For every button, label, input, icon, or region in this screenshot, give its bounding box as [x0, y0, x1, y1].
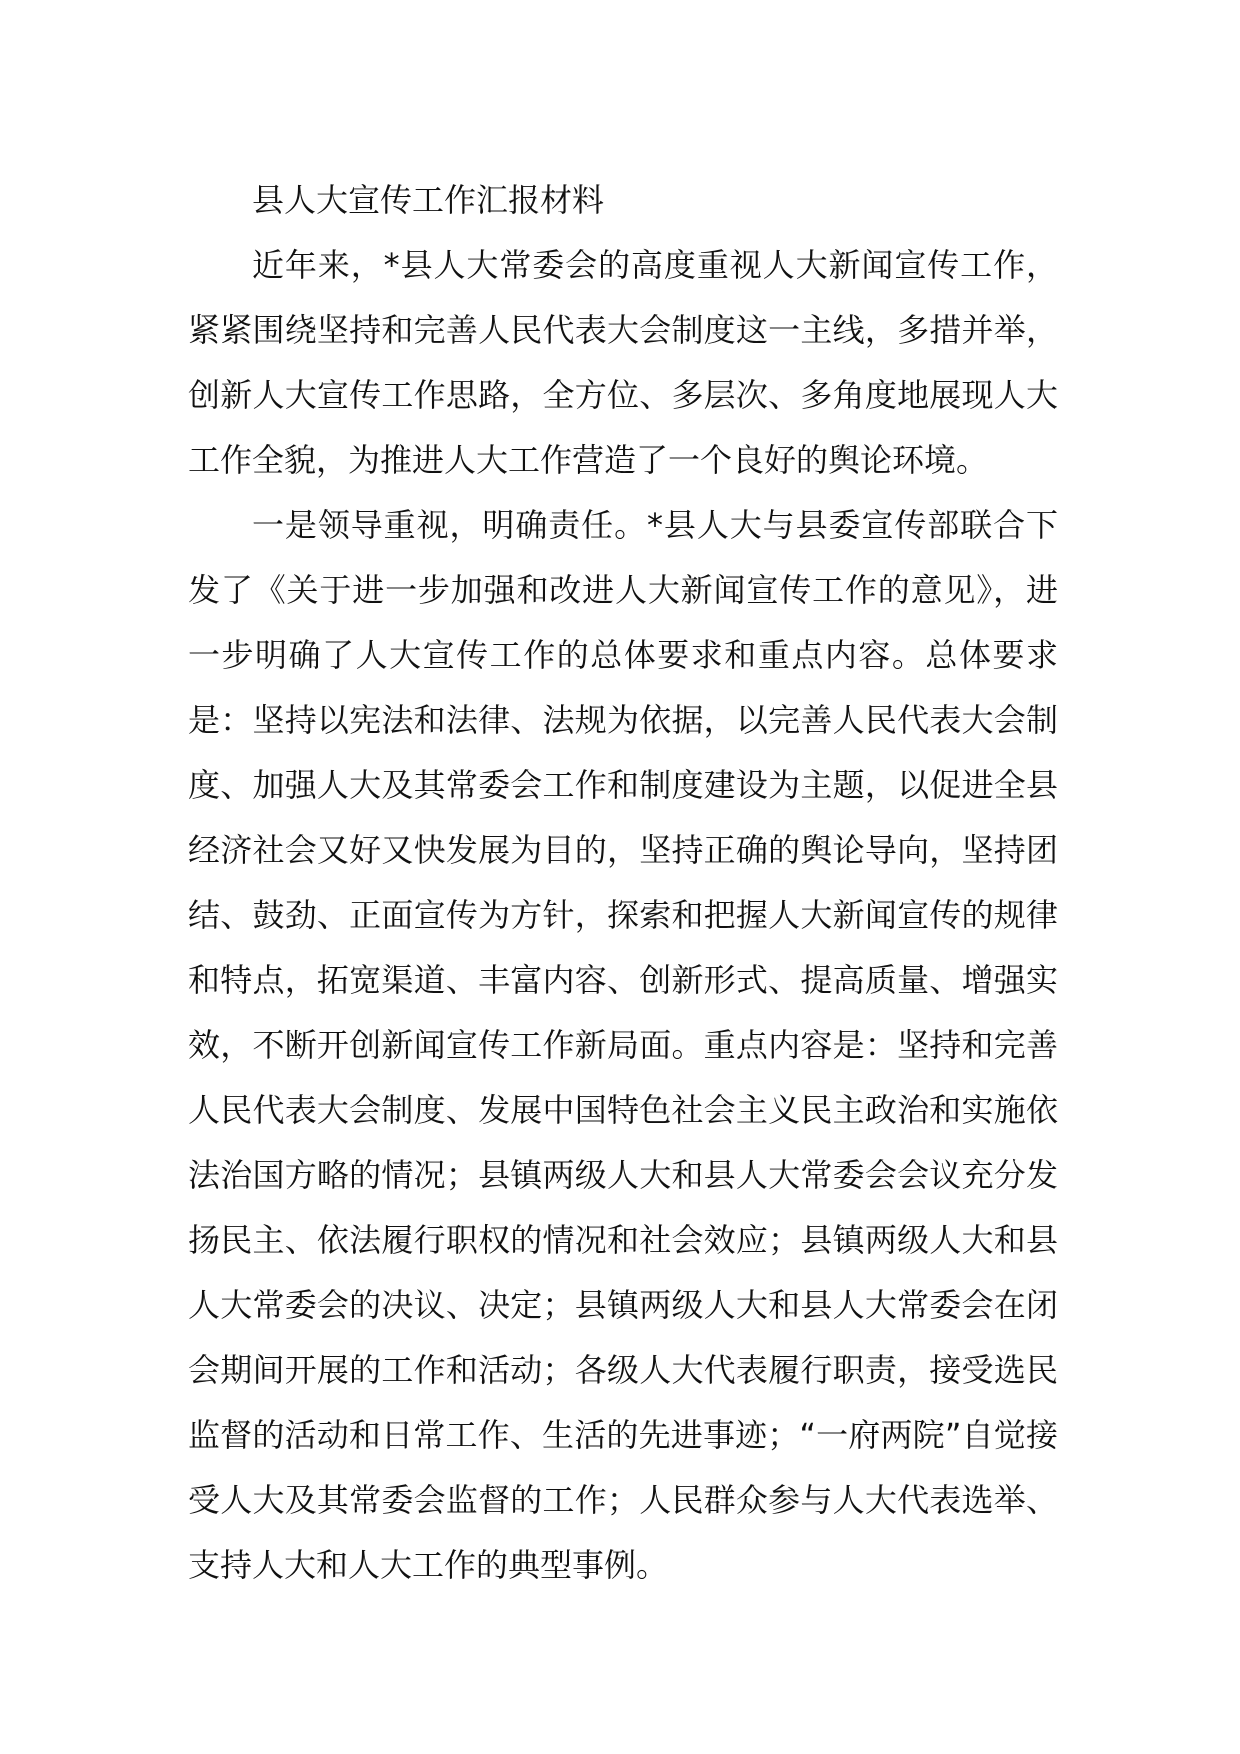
- paragraph-intro: 近年来，*县人大常委会的高度重视人大新闻宣传工作，紧紧围绕坚持和完善人民代表大会制度这一主线，多措并举，创新人大宣传工作思路，全方位、多层次、多角度地展现人大工作全貌，为推进人大工作营造了一个良好的舆论环境。: [188, 246, 1058, 479]
- document-body: [188, 168, 1058, 1598]
- document-title: 县人大宣传工作汇报材料: [252, 181, 605, 219]
- paragraph-leadership: 一是领导重视，明确责任。*县人大与县委宣传部联合下发了《关于进一步加强和改进人大新闻宣传工作的意见》，进一步明确了人大宣传工作的总体要求和重点内容。总体要求是：坚持以宪法和法律、法规为依据，以完善人民代表大会制度、加强人大及其常委会工作和制度建设为主题，以促进全县经济社会又好又快发展为目的，坚持正确的舆论导向，坚持团结、鼓劲、正面宣传为方针，探索和把握人大新闻宣传的规律和特点，拓宽渠道、丰富内容、创新形式、提高质量、增强实效，不断开创新闻宣传工作新局面。重点内容是：坚持和完善人民代表大会制度、发展中国特色社会主义民主政治和实施依法治国方略的情况；县镇两级人大和县人大常委会会议充分发扬民主、依法履行职权的情况和社会效应；县镇两级人大和县人大常委会的决议、决定；县镇两级人大和县人大常委会在闭会期间开展的工作和活动；各级人大代表履行职责，接受选民监督的活动和日常工作、生活的先进事迹；“一府两院”自觉接受人大及其常委会监督的工作；人民群众参与人大代表选举、支持人大和人大工作的典型事例。: [188, 506, 1058, 1584]
